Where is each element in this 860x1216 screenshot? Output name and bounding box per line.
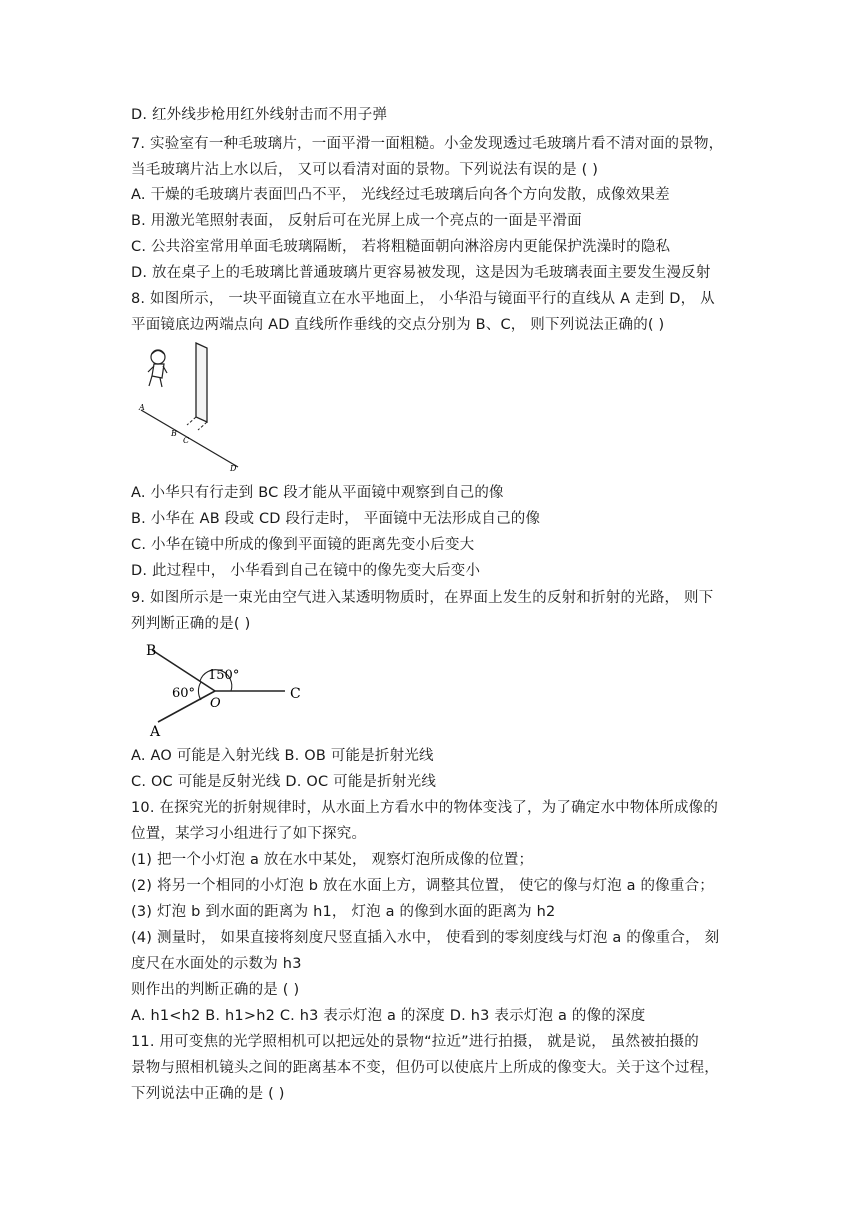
point-a-label: A (139, 403, 145, 412)
question-9-options-ab: A. AO 可能是入射光线 B. OB 可能是折射光线 (131, 748, 434, 764)
point-d-label: D (230, 464, 237, 473)
question-10-stem: 10. 在探究光的折射规律时，从水面上方看水中的物体变浅了，为了确定水中物体所成像的 (131, 800, 719, 816)
point-b-label: B (146, 643, 157, 659)
question-7-option-b: B. 用激光笔照射表面， 反射后可在光屏上成一个亮点的一面是平滑面 (131, 213, 582, 229)
question-8-option-a: A. 小华只有行走到 BC 段才能从平面镜中观察到自己的像 (131, 485, 504, 501)
question-7-option-d: D. 放在桌子上的毛玻璃比普通玻璃片更容易被发现，这是因为毛玻璃表面主要发生漫反射 (131, 265, 711, 281)
question-10-stem: 位置，某学习小组进行了如下探究。 (131, 826, 367, 842)
question-8-stem: 8. 如图所示， 一块平面镜直立在水平地面上， 小华沿与镜面平行的直线从 A 走到 D， 从 (131, 291, 715, 307)
plane-mirror (196, 343, 207, 422)
question-8-option-b: B. 小华在 AB 段或 CD 段行走时， 平面镜中无法形成自己的像 (131, 511, 541, 527)
question-7-option-a: A. 干燥的毛玻璃片表面凹凸不平， 光线经过毛玻璃后向各个方向发散，成像效果差 (131, 187, 670, 203)
angle-150-label: 150° (208, 668, 240, 683)
question-10-step-3: (3) 灯泡 b 到水面的距离为 h1， 灯泡 a 的像到水面的距离为 h2 (131, 904, 556, 920)
question-7-stem: 当毛玻璃片沾上水以后， 又可以看清对面的景物。下列说法有误的是 ( ) (131, 162, 599, 178)
boy-sketch (148, 350, 167, 387)
walk-line-ad (141, 410, 238, 467)
angle-60-label: 60° (172, 686, 196, 701)
point-c-label: C (290, 686, 301, 702)
mirror-walk-figure (133, 340, 248, 475)
question-8-option-c: C. 小华在镜中所成的像到平面镜的距离先变小后变大 (131, 537, 475, 553)
question-10-prompt: 则作出的判断正确的是 ( ) (131, 982, 300, 998)
question-8-option-d: D. 此过程中， 小华看到自己在镜中的像先变大后变小 (131, 563, 481, 579)
point-o-label: O (210, 696, 221, 711)
question-10-step-1: (1) 把一个小灯泡 a 放在水中某处， 观察灯泡所成像的位置； (131, 852, 534, 868)
angle-arc-60 (198, 682, 201, 700)
question-9-stem: 列判断正确的是( ) (131, 616, 251, 632)
question-8-stem: 平面镜底边两端点向 AD 直线所作垂线的交点分别为 B、C， 则下列说法正确的( ) (131, 317, 665, 333)
question-11-stem: 景物与照相机镜头之间的距离基本不变，但仍可以使底片上所成的像变大。关于这个过程， (131, 1060, 719, 1076)
question-10-step-2: (2) 将另一个相同的小灯泡 b 放在水面上方，调整其位置， 使它的像与灯泡 a 的像重合； (131, 878, 714, 894)
question-10-step-4: (4) 测量时， 如果直接将刻度尺竖直插入水中， 使看到的零刻度线与灯泡 a 的像重合， 刻 (131, 930, 720, 946)
point-b-label: B (171, 429, 177, 438)
question-10-step-4: 度尺在水面处的示数为 h3 (131, 956, 302, 972)
question-10-options: A. h1<h2 B. h1>h2 C. h3 表示灯泡 a 的深度 D. h3 表示灯泡 a 的像的深度 (131, 1008, 646, 1024)
question-11-stem: 下列说法中正确的是 ( ) (131, 1086, 285, 1102)
question-7-option-c: C. 公共浴室常用单面毛玻璃隔断， 若将粗糙面朝向淋浴房内更能保护洗澡时的隐私 (131, 239, 671, 255)
question-11-stem: 11. 用可变焦的光学照相机可以把远处的景物“拉近”进行拍摄， 就是说， 虽然被拍摄的 (131, 1034, 700, 1050)
question-9-options-cd: C. OC 可能是反射光线 D. OC 可能是折射光线 (131, 774, 437, 790)
point-a-label: A (150, 724, 161, 740)
question-9-stem: 9. 如图所示是一束光由空气进入某透明物质时，在界面上发生的反射和折射的光路， 则下 (131, 590, 714, 606)
ray-ob (152, 650, 215, 691)
question-7-stem: 7. 实验室有一种毛玻璃片，一面平滑一面粗糙。小金发现透过毛玻璃片看不清对面的景物， (131, 136, 724, 152)
point-c-label: C (183, 436, 190, 445)
light-path-figure (140, 640, 310, 740)
text-line: D. 红外线步枪用红外线射击而不用子弹 (131, 107, 388, 123)
